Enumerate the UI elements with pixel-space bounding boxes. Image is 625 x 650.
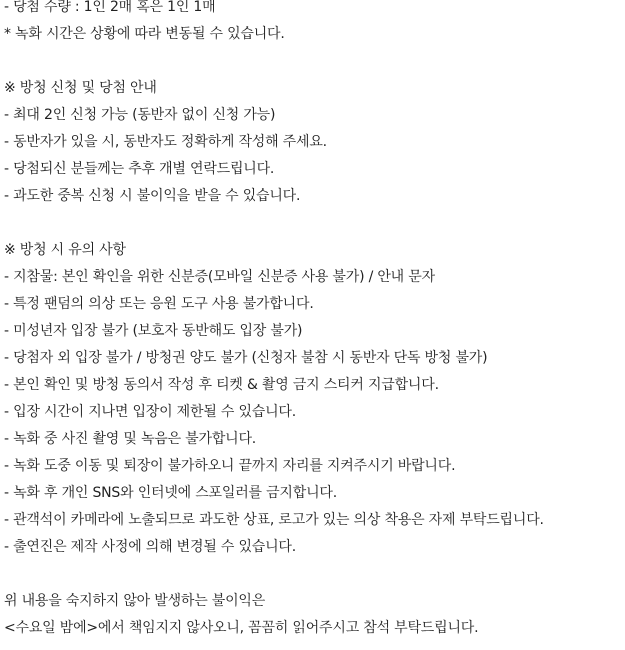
notes-item: - 녹화 중 사진 촬영 및 녹음은 불가합니다.	[4, 431, 257, 447]
notes-item: - 당첨자 외 입장 불가 / 방청권 양도 불가 (신청자 불참 시 동반자 단독 방청 불가)	[4, 350, 488, 366]
apply-section-heading: ※ 방청 신청 및 당첨 안내	[4, 80, 157, 96]
notes-item: - 미성년자 입장 불가 (보호자 동반해도 입장 불가)	[4, 323, 303, 339]
notes-item: - 녹화 도중 이동 및 퇴장이 불가하오니 끝까지 자리를 지켜주시기 바랍니다.	[4, 458, 456, 474]
notes-item: - 관객석이 카메라에 노출되므로 과도한 상표, 로고가 있는 의상 착용은 자제 부탁드립니다.	[4, 512, 544, 528]
spacer	[4, 48, 625, 75]
winning-quantity-line: - 당첨 수량 : 1인 2매 혹은 1인 1매	[4, 0, 216, 15]
recording-time-note: * 녹화 시간은 상황에 따라 변동될 수 있습니다.	[4, 26, 285, 42]
apply-item: - 과도한 중복 신청 시 불이익을 받을 수 있습니다.	[4, 188, 301, 204]
notes-item: - 지참물: 본인 확인을 위한 신분증(모바일 신분증 사용 불가) / 안내 문자	[4, 269, 435, 285]
spacer	[4, 210, 625, 237]
notes-item: - 입장 시간이 지나면 입장이 제한될 수 있습니다.	[4, 404, 297, 420]
footer-line: <수요일 밤에>에서 책임지지 않사오니, 꼼꼼히 읽어주시고 참석 부탁드립니다.	[4, 620, 479, 636]
apply-item: - 동반자가 있을 시, 동반자도 정확하게 작성해 주세요.	[4, 134, 327, 150]
footer-line: 위 내용을 숙지하지 않아 발생하는 불이익은	[4, 593, 266, 609]
apply-item: - 당첨되신 분들께는 추후 개별 연락드립니다.	[4, 161, 275, 177]
notes-item: - 녹화 후 개인 SNS와 인터넷에 스포일러를 금지합니다.	[4, 485, 337, 501]
spacer	[4, 561, 625, 588]
notes-item: - 본인 확인 및 방청 동의서 작성 후 티켓 & 촬영 금지 스티커 지급합니다.	[4, 377, 439, 393]
apply-item: - 최대 2인 신청 가능 (동반자 없이 신청 가능)	[4, 107, 276, 123]
notes-section-heading: ※ 방청 시 유의 사항	[4, 242, 126, 258]
notes-item: - 특정 팬덤의 의상 또는 응원 도구 사용 불가합니다.	[4, 296, 314, 312]
notes-item: - 출연진은 제작 사정에 의해 변경될 수 있습니다.	[4, 539, 297, 555]
